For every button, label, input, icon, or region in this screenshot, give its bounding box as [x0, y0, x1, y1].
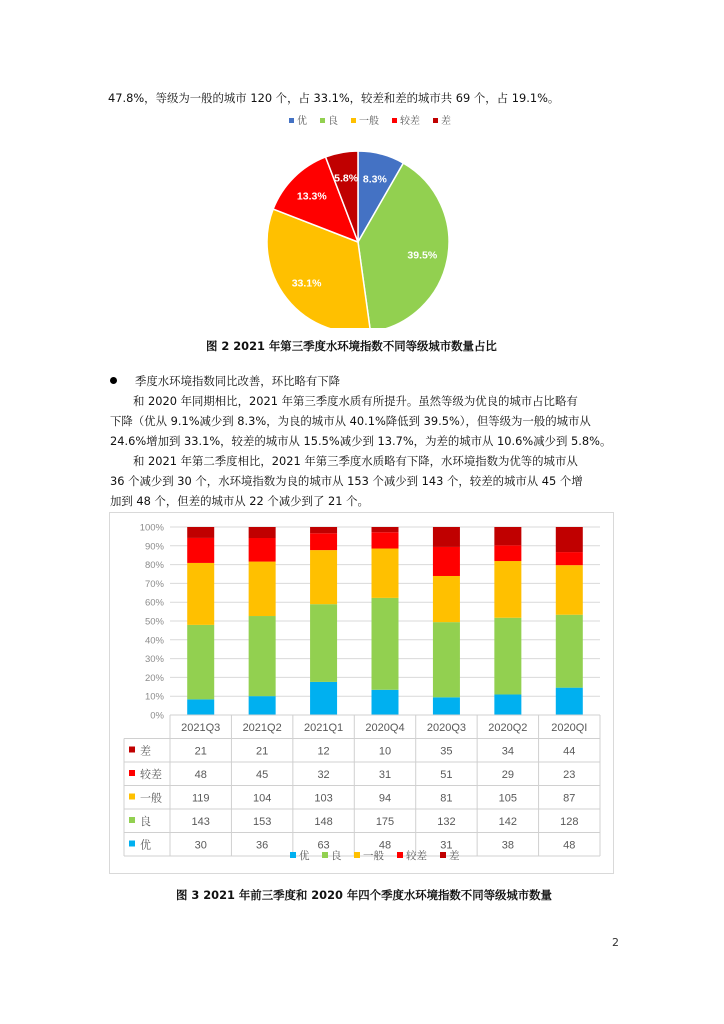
- stacked-bar-chart: [109, 512, 614, 874]
- pie-legend-swatch: [289, 118, 294, 123]
- bar-segment: [187, 699, 214, 715]
- bar-segment: [433, 576, 460, 622]
- category-label: 2020QI: [551, 722, 588, 734]
- pie-legend-label: 较差: [400, 116, 420, 127]
- bottom-legend-swatch: [397, 852, 403, 858]
- category-label: 2020Q2: [488, 722, 528, 734]
- pie-chart: [255, 108, 470, 328]
- bar-segment: [372, 690, 399, 715]
- table-cell-value: 45: [256, 769, 269, 781]
- stacked-bar-chart-svg: [110, 513, 613, 873]
- table-cell-value: 31: [378, 769, 392, 781]
- table-cell-value: 142: [498, 816, 518, 828]
- bar-segment: [249, 527, 276, 538]
- table-cell-value: 30: [194, 839, 207, 852]
- bar-segment: [556, 688, 583, 715]
- table-cell-value: 31: [440, 839, 453, 852]
- y-tick-label: 40%: [144, 635, 164, 647]
- bar-segment: [556, 615, 583, 688]
- category-label: 2020Q4: [365, 722, 405, 734]
- bar-segment: [310, 533, 337, 550]
- bar-segment: [310, 682, 337, 715]
- category-label: 2021Q1: [303, 722, 344, 734]
- bar-segment: [187, 538, 214, 563]
- y-tick-label: 80%: [144, 560, 164, 572]
- page-number: 2: [612, 936, 619, 949]
- table-cell-value: 38: [501, 839, 514, 852]
- bottom-legend-label: 一般: [363, 850, 384, 862]
- table-cell-value: 119: [191, 792, 210, 805]
- table-legend-swatch: [129, 817, 135, 823]
- y-tick-label: 10%: [144, 691, 164, 703]
- bar-segment: [494, 545, 521, 561]
- intro-line: 47.8%，等级为一般的城市 120 个，占 33.1%，较差和差的城市共 69 个，占 19.1%。: [108, 91, 560, 105]
- table-cell-value: 29: [501, 769, 514, 781]
- pie-legend-label: 良: [328, 116, 338, 127]
- paragraph-1-line-2: 下降（优从 9.1%减少到 8.3%，为良的城市从 40.1%降低到 39.5%），但等级为一般的城市从: [110, 414, 591, 428]
- table-legend-swatch: [129, 794, 135, 800]
- table-row-label: 优: [140, 839, 151, 852]
- bar-segment: [494, 694, 521, 715]
- pie-legend-swatch: [351, 118, 356, 123]
- pie-data-label: 39.5%: [407, 249, 438, 262]
- bottom-legend-label: 优: [299, 850, 310, 862]
- table-legend-swatch: [129, 747, 135, 753]
- bar-segment: [494, 527, 521, 545]
- y-tick-label: 30%: [144, 654, 164, 666]
- bar-segment: [556, 565, 583, 615]
- table-cell-value: 21: [194, 745, 207, 758]
- table-cell-value: 34: [501, 745, 514, 758]
- y-tick-label: 100%: [139, 522, 164, 534]
- y-tick-label: 20%: [144, 672, 164, 684]
- pie-chart-svg: [255, 108, 470, 328]
- paragraph-2-line-3: 加到 48 个，但差的城市从 22 个减少到了 21 个。: [110, 494, 369, 508]
- table-cell-value: 105: [498, 792, 518, 805]
- table-cell-value: 23: [563, 769, 576, 781]
- table-cell-value: 132: [437, 816, 456, 828]
- table-cell-value: 12: [317, 745, 330, 758]
- bottom-legend-label: 差: [449, 850, 460, 862]
- bottom-legend-swatch: [290, 852, 296, 858]
- table-cell-value: 48: [563, 839, 576, 852]
- bottom-legend-swatch: [440, 852, 446, 858]
- table-cell-value: 51: [440, 769, 453, 781]
- bar-segment: [372, 532, 399, 548]
- table-cell-value: 63: [317, 839, 330, 852]
- bar-segment: [310, 604, 337, 682]
- bar-segment: [494, 561, 521, 618]
- pie-legend-swatch: [433, 118, 438, 123]
- category-label: 2021Q3: [181, 722, 221, 734]
- table-cell-value: 36: [256, 839, 269, 852]
- table-cell-value: 32: [317, 769, 330, 781]
- category-label: 2021Q2: [242, 722, 282, 734]
- bar-segment: [310, 550, 337, 604]
- paragraph-1-line-1: 和 2020 年同期相比，2021 年第三季度水质有所提升。虽然等级为优良的城市占比略有: [133, 394, 578, 408]
- table-row-label: 一般: [140, 792, 162, 805]
- table-legend-swatch: [129, 841, 135, 847]
- category-label: 2020Q3: [426, 722, 467, 734]
- table-cell-value: 48: [378, 839, 392, 852]
- figure-3-caption: 图 3 2021 年前三季度和 2020 年四个季度水环境指数不同等级城市数量: [176, 888, 552, 902]
- table-cell-value: 153: [252, 816, 272, 828]
- pie-legend-swatch: [320, 118, 325, 123]
- table-cell-value: 81: [440, 792, 453, 805]
- table-cell-value: 143: [191, 816, 210, 828]
- bullet-dot: [110, 377, 117, 384]
- bar-segment: [249, 696, 276, 715]
- bar-segment: [187, 563, 214, 625]
- bar-segment: [372, 527, 399, 532]
- table-cell-value: 148: [314, 816, 333, 828]
- table-cell-value: 87: [563, 792, 576, 805]
- bar-segment: [556, 527, 583, 552]
- table-cell-value: 128: [560, 816, 579, 828]
- table-cell-value: 103: [314, 792, 333, 805]
- pie-legend-swatch: [392, 118, 397, 123]
- table-legend-swatch: [129, 770, 135, 776]
- pie-data-label: 8.3%: [362, 173, 387, 186]
- bar-segment: [249, 538, 276, 562]
- table-cell-value: 94: [378, 792, 392, 805]
- y-tick-label: 90%: [144, 541, 164, 553]
- table-row-label: 良: [140, 816, 151, 828]
- bar-segment: [433, 697, 460, 715]
- table-cell-value: 35: [440, 745, 453, 758]
- table-cell-value: 10: [378, 745, 392, 758]
- bar-segment: [249, 562, 276, 616]
- table-cell-value: 48: [194, 769, 207, 781]
- pie-data-label: 5.8%: [334, 172, 359, 185]
- paragraph-1-line-3: 24.6%增加到 33.1%，较差的城市从 15.5%减少到 13.7%，为差的城市从 10.6%减少到 5.8%。: [110, 434, 612, 448]
- pie-data-label: 33.1%: [291, 277, 322, 290]
- bar-segment: [372, 549, 399, 598]
- table-cell-value: 21: [256, 745, 269, 758]
- bar-segment: [187, 527, 214, 538]
- y-tick-label: 70%: [144, 578, 164, 590]
- bullet-heading: 季度水环境指数同比改善，环比略有下降: [135, 374, 341, 388]
- bar-segment: [494, 618, 521, 695]
- y-tick-label: 60%: [144, 597, 164, 609]
- table-row-label: 差: [140, 745, 151, 758]
- bar-segment: [187, 625, 214, 699]
- y-tick-label: 0%: [150, 710, 164, 722]
- bar-segment: [372, 598, 399, 690]
- bottom-legend-label: 良: [331, 850, 342, 862]
- pie-legend-label: 优: [297, 116, 307, 127]
- bar-segment: [433, 547, 460, 576]
- bar-segment: [433, 527, 460, 547]
- bottom-legend-swatch: [322, 852, 328, 858]
- table-row-label: 较差: [140, 769, 162, 781]
- figure-2-caption: 图 2 2021 年第三季度水环境指数不同等级城市数量占比: [206, 339, 497, 353]
- bottom-legend-swatch: [354, 852, 360, 858]
- bar-segment: [310, 527, 337, 533]
- bar-segment: [556, 552, 583, 565]
- bottom-legend-label: 较差: [406, 850, 427, 862]
- paragraph-2-line-2: 36 个减少到 30 个，水环境指数为良的城市从 153 个减少到 143 个，较差的城市从 45 个增: [110, 474, 583, 488]
- bar-segment: [433, 622, 460, 697]
- table-cell-value: 44: [563, 745, 576, 758]
- table-cell-value: 104: [252, 792, 272, 805]
- pie-legend-label: 差: [441, 116, 451, 127]
- pie-data-label: 13.3%: [296, 190, 327, 203]
- table-cell-value: 175: [375, 816, 395, 828]
- y-tick-label: 50%: [144, 616, 164, 628]
- bar-segment: [249, 616, 276, 696]
- pie-legend-label: 一般: [359, 116, 379, 127]
- paragraph-2-line-1: 和 2021 年第二季度相比，2021 年第三季度水质略有下降，水环境指数为优等的城市从: [133, 454, 578, 468]
